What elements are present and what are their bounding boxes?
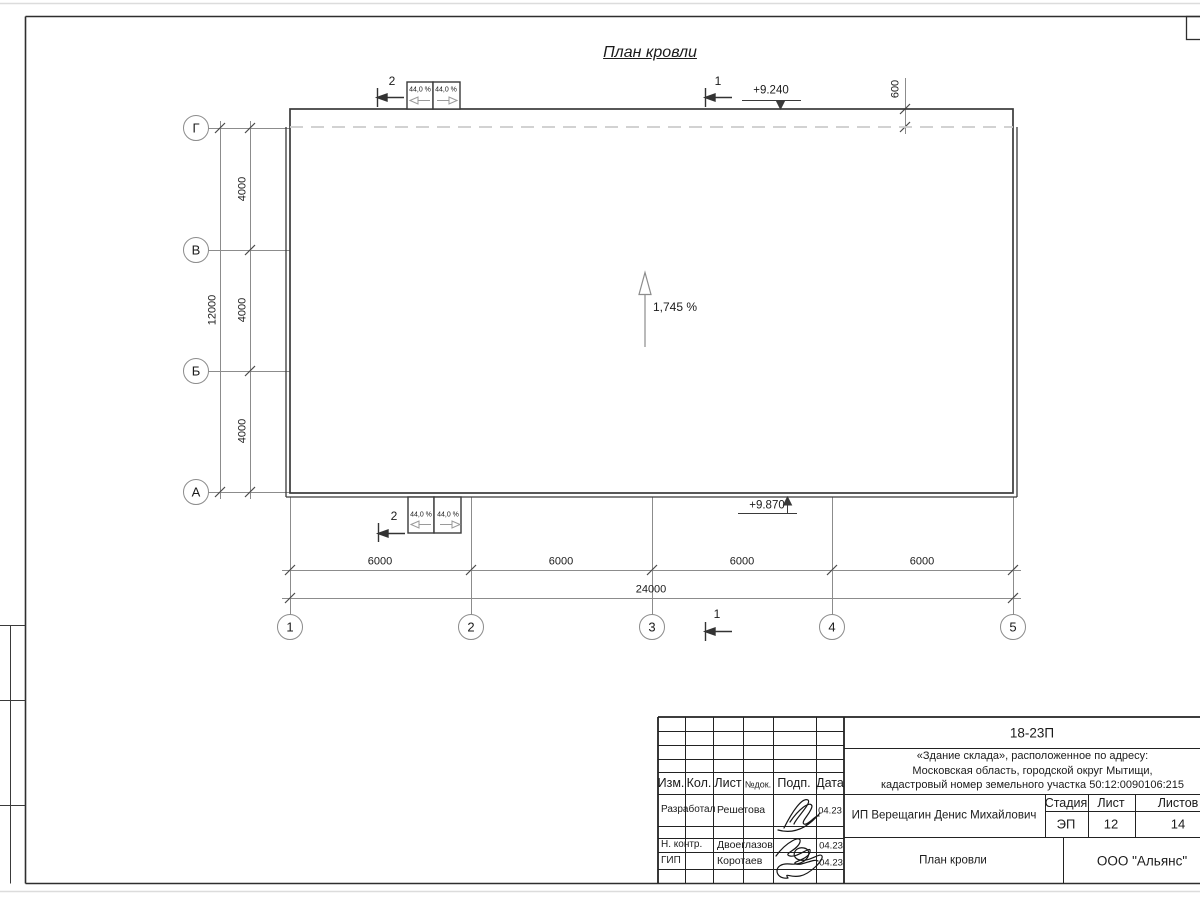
- titleblock-col-list: Лист: [714, 775, 742, 790]
- titleblock-col-izm: Изм.: [657, 775, 685, 790]
- signer-date: 04.23: [819, 840, 843, 852]
- project-description: [844, 749, 1200, 793]
- stage-value: ЭП: [1056, 816, 1076, 832]
- dim-col-total: 24000: [635, 583, 667, 596]
- sheet-label: Лист: [1097, 795, 1125, 810]
- titleblock-col-ndoc: №док.: [744, 779, 772, 790]
- page-title: План кровли: [603, 44, 697, 61]
- stage-label: Стадия: [1044, 795, 1088, 810]
- signer-date: 04.23: [818, 805, 842, 817]
- section-1-label: 1: [713, 607, 721, 621]
- dim-col-1: 6000: [367, 555, 393, 568]
- elevation-marks: [738, 100, 801, 514]
- canopy-slope-label: 44,0 %: [409, 86, 431, 94]
- doc-code: 18-23П: [1009, 725, 1055, 741]
- dim-row-2: 4000: [236, 297, 249, 323]
- axis-label-col-3: 3: [648, 619, 656, 635]
- signer-role: ГИП: [661, 855, 681, 866]
- titleblock-drawing-title: План кровли: [919, 854, 987, 867]
- project-line: кадастровый номер земельного участка 50:12:0090106:215: [880, 779, 1185, 791]
- axis-label-col-2: 2: [467, 619, 475, 635]
- sheets-label: Листов: [1157, 795, 1199, 810]
- signer-date: 04.23: [819, 857, 843, 869]
- signer-name: Решетова: [717, 803, 766, 816]
- axis-label-col-5: 5: [1009, 619, 1017, 635]
- dim-row-1: 4000: [236, 176, 249, 202]
- canopy-slope-label: 44,0 %: [410, 511, 432, 519]
- axis-circles: [184, 116, 1026, 640]
- dimension-and-axis-lines: [208, 78, 1021, 615]
- section-2-label: 2: [390, 509, 398, 523]
- canopy-boxes: [407, 82, 461, 533]
- section-1-label: 1: [714, 74, 722, 88]
- roof-outline: [286, 109, 1017, 497]
- axis-label-row-b: Б: [191, 363, 201, 379]
- sheets-value: 14: [1170, 816, 1186, 832]
- dim-row-3: 4000: [236, 418, 249, 444]
- dim-col-2: 6000: [548, 555, 574, 568]
- titleblock-col-kol: Кол.: [686, 775, 712, 790]
- signature-ncontrol: [776, 839, 818, 865]
- project-line: Московская область, городской округ Мытищи,: [912, 764, 1153, 777]
- dim-col-4: 6000: [909, 555, 935, 568]
- signer-name: Коротаев: [717, 854, 763, 867]
- dim-parapet-offset: 600: [889, 79, 902, 99]
- section-2-label: 2: [388, 74, 396, 88]
- elevation-top-label: +9.240: [753, 84, 789, 97]
- client-name: ИП Верещагин Денис Михайлович: [851, 809, 1037, 822]
- sheet-value: 12: [1103, 816, 1119, 832]
- project-line: «Здание склада», расположенное по адресу:: [916, 750, 1149, 762]
- axis-label-col-1: 1: [286, 619, 294, 635]
- dim-row-total: 12000: [206, 294, 219, 326]
- axis-label-row-g: Г: [192, 120, 200, 136]
- signer-role: Н. контр.: [661, 839, 703, 850]
- canopy-slope-arrows: [410, 97, 460, 528]
- dim-col-3: 6000: [729, 555, 755, 568]
- titleblock-col-data: Дата: [816, 775, 844, 790]
- canopy-slope-label: 44,0 %: [437, 511, 459, 519]
- company-name: ООО "Альянс": [1096, 853, 1188, 869]
- signer-role: Разработал: [661, 804, 716, 815]
- canopy-slope-label: 44,0 %: [435, 86, 457, 94]
- titleblock-col-podp: Подп.: [777, 775, 811, 790]
- dimension-ticks: [215, 104, 1018, 603]
- slope-label: 1,745 %: [653, 300, 698, 314]
- elevation-bottom-label: +9.870: [749, 499, 785, 512]
- axis-label-row-a: А: [191, 484, 201, 500]
- signer-name: Двоеглазов: [717, 838, 773, 851]
- axis-label-col-4: 4: [828, 619, 836, 635]
- axis-label-row-v: В: [191, 242, 201, 258]
- slope-arrow: [639, 273, 651, 348]
